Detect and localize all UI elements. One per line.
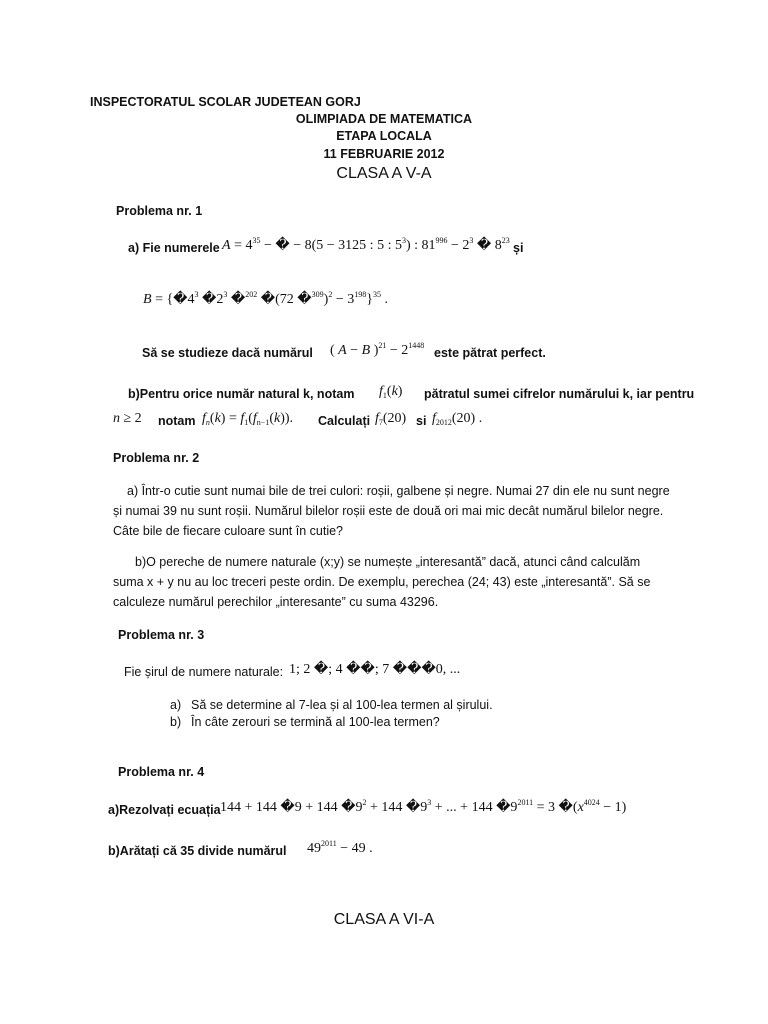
p1-b-f2012: $f_{2012}(20)$ .: [432, 411, 483, 427]
inspectorate-heading: INSPECTORATUL SCOLAR JUDETEAN GORJ: [90, 95, 361, 109]
p4-b-expr: $49^{2011} - 49$ .: [307, 839, 373, 856]
p2-b-paragraph: [113, 552, 673, 612]
p3-intro: Fie șirul de numere naturale:: [124, 665, 284, 679]
p1-b-f7: $f_7(20)$: [375, 411, 407, 427]
p2-a-paragraph: [113, 481, 673, 541]
p1-study-end: este pătrat perfect.: [434, 346, 546, 360]
p1-study-expr: ( A − B )$^{21} - 2^{1448}$: [330, 341, 425, 358]
p1-b-text1: b)Pentru orice număr natural k, notam: [128, 387, 355, 401]
stage-heading: ETAPA LOCALA: [336, 129, 432, 143]
p2-b-line: b)O pereche de numere naturale (x;y) se numește „interesantă” dacă, atunci când calculăm: [135, 555, 641, 569]
p1-b-calc: Calculați: [318, 414, 371, 428]
p4-title: Problema nr. 4: [118, 765, 205, 779]
olympiad-heading: OLIMPIADA DE MATEMATICA: [295, 112, 473, 126]
class6-heading: CLASA A VI-A: [333, 911, 435, 928]
p1-b-f1: $f_1(k)$: [379, 384, 403, 400]
class5-heading: CLASA A V-A: [336, 165, 432, 182]
p4-b-label: b)Arătați că 35 divide numărul: [108, 844, 287, 858]
date-heading: 11 FEBRUARIE 2012: [323, 147, 445, 161]
p1-b-notam: notam: [158, 414, 196, 428]
p2-a-line: Câte bile de fiecare culoare sunt în cutie?: [113, 524, 343, 538]
p3-item-b-text: În câte zerouri se termină al 100-lea termen?: [191, 715, 440, 729]
p3-sequence: 1; 2 �; 4 ��; 7 ���0, ...: [289, 662, 461, 677]
p1-b-text2: pătratul sumei cifrelor numărului k, iar pentru: [424, 387, 695, 401]
p3-title: Problema nr. 3: [118, 628, 205, 642]
p2-title: Problema nr. 2: [113, 451, 200, 465]
p2-b-line: calculeze numărul perechilor „interesante” cu suma 43296.: [113, 595, 439, 609]
p1-b-formula: $B = \{�4^3$ $�2^3$ �$^{202}$ �(72 �$^{309}$)$^2$ − $3^{198}\}^{35}$ .: [143, 290, 388, 307]
p2-b-line: suma x + y nu au loc treceri peste ordin. De exemplu, perechea (24; 43) este „interesantă”. Să se: [113, 575, 651, 589]
p1-a-formula: $A = 4^{35}$ − � − 8(5 − 3125 : 5 : $5^3$) : $81^{996} - 2^3$ � $8^{23}$: [222, 236, 510, 253]
p4-a-equation: 144 + 144 �9 + 144 $�9^2 + 144$ $�9^3$ + ... + 144 $�9^{2011} = 3$ $�(x^{4024} - 1)$: [220, 798, 627, 815]
p1-a-and: și: [513, 241, 524, 255]
p3-item-a-text: Să se determine al 7-lea și al 100-lea termen al șirului.: [191, 698, 493, 712]
p1-b-si: si: [416, 414, 427, 428]
p4-a-label: a)Rezolvați ecuația: [108, 803, 221, 817]
p1-b-def: $f_n(k) = f_1(f_{n-1}(k))$.: [202, 411, 294, 427]
p1-a-label: a) Fie numerele: [128, 241, 220, 255]
p1-title: Problema nr. 1: [116, 204, 203, 218]
p3-item-a-label: a): [170, 698, 182, 712]
p1-b-cond: n ≥ 2: [113, 411, 142, 426]
p2-a-line: și numai 39 nu sunt roșii. Numărul bilelor roșii este de două ori mai mic decât numărul bilelor negre.: [113, 504, 664, 518]
p2-a-line: a) Într-o cutie sunt numai bile de trei culori: roșii, galbene și negre. Numai 27 din ele nu sunt negre: [127, 484, 670, 498]
p1-study-text: Să se studieze dacă numărul: [142, 346, 313, 360]
p3-item-b-label: b): [170, 715, 182, 729]
